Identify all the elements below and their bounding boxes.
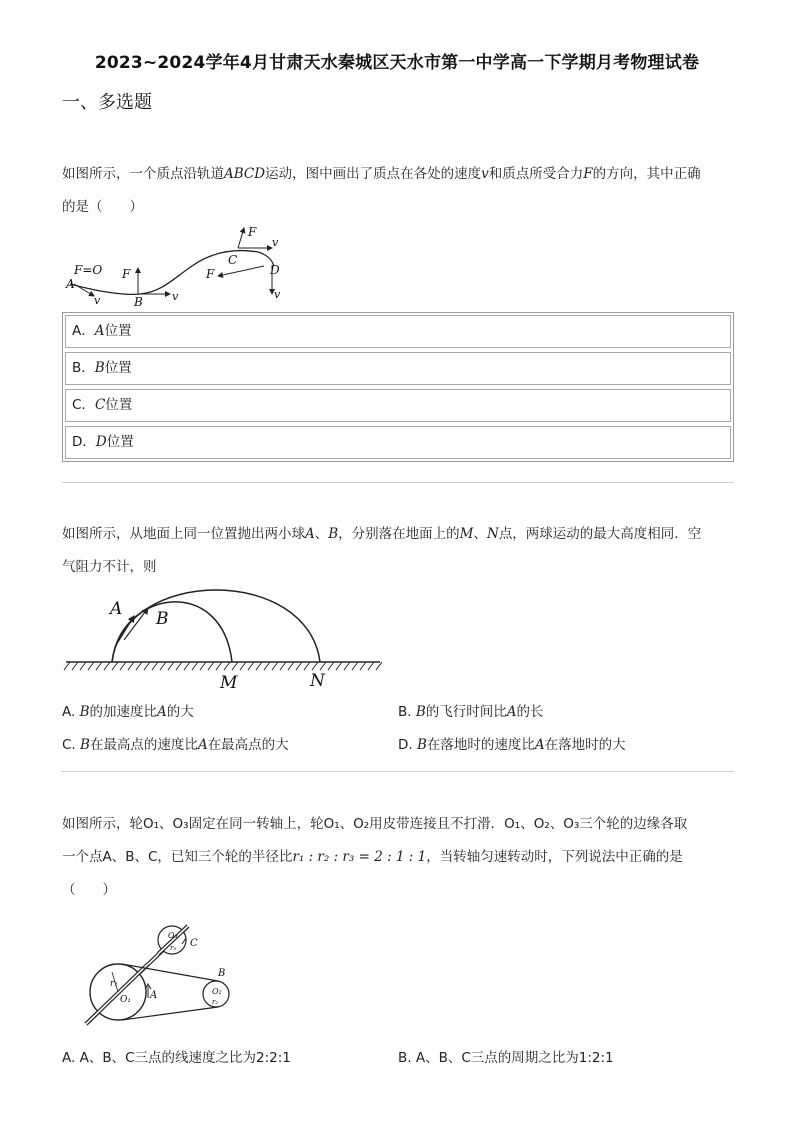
label-v-a: v	[94, 294, 101, 307]
question-3-line-3: （ ）	[62, 882, 116, 898]
divider	[62, 482, 734, 483]
option-a[interactable]: A. B的加速度比A的大	[62, 704, 194, 720]
label-v-c: v	[272, 236, 279, 249]
label-f-zero: F=O	[74, 263, 103, 277]
question-1-stem	[62, 158, 734, 224]
option-b[interactable]: B. A、B、C三点的周期之比为1:2:1	[398, 1050, 614, 1066]
label-b: B	[218, 968, 226, 979]
section-heading: 一、多选题	[62, 92, 152, 113]
option-b[interactable]: B．B位置	[65, 352, 731, 385]
question-3-line-2: 一个点A、B、C，已知三个轮的半径比r₁ : r₂ : r₃ = 2 : 1 : 1，当转轴匀速转动时，下列说法中正确的是	[62, 849, 683, 865]
label-a: A	[110, 599, 123, 619]
option-d[interactable]: D. B在落地时的速度比A在落地时的大	[398, 737, 626, 753]
question-1-figure	[62, 222, 302, 308]
label-f-d: F	[206, 267, 215, 281]
option-d[interactable]: D．D位置	[65, 426, 731, 459]
divider	[62, 771, 734, 772]
label-b: B	[134, 295, 143, 309]
question-1-line-2: 的是（ ）	[62, 199, 143, 215]
label-c: C	[228, 253, 238, 267]
label-r2: r₂	[212, 998, 219, 1006]
question-3-stem	[62, 808, 734, 907]
option-c[interactable]: C. B在最高点的速度比A在最高点的大	[62, 737, 289, 753]
option-a[interactable]: A．A位置	[65, 315, 731, 348]
label-o2: O₂	[212, 987, 222, 996]
label-v-b: v	[172, 290, 179, 303]
question-2-line-2: 气阻力不计，则	[62, 559, 157, 575]
label-n: N	[310, 671, 325, 691]
label-b: B	[156, 609, 169, 629]
label-o1: O₁	[120, 995, 131, 1005]
question-2-stem	[62, 518, 734, 584]
label-o3: O₃	[168, 931, 178, 940]
label-d: D	[270, 263, 280, 277]
option-c[interactable]: C．C位置	[65, 389, 731, 422]
label-r1: r₁	[110, 979, 118, 989]
label-a: A	[150, 990, 158, 1001]
question-3-line-1: 如图所示，轮O₁、O₃固定在同一转轴上，轮O₁、O₂用皮带连接且不打滑．O₁、O₂、O₃三个轮的边缘各取	[62, 816, 688, 832]
label-m: M	[220, 673, 238, 693]
question-1-line-1: 如图所示，一个质点沿轨道ABCD运动，图中画出了质点在各处的速度v和质点所受合力F的方向，其中正确	[62, 166, 701, 182]
label-v-d: v	[274, 288, 281, 301]
question-1-options	[62, 312, 734, 462]
label-f-c: F	[248, 225, 257, 239]
option-a[interactable]: A. A、B、C三点的线速度之比为2:2:1	[62, 1050, 291, 1066]
page-title: 2023~2024学年4月甘肃天水秦城区天水市第一中学高一下学期月考物理试卷	[94, 53, 700, 73]
label-f-b: F	[122, 267, 131, 281]
label-r3: r₃	[170, 944, 177, 952]
label-a: A	[66, 277, 75, 291]
question-2-line-1: 如图所示，从地面上同一位置抛出两小球A、B，分别落在地面上的M、N点，两球运动的最大高度相同．空	[62, 526, 702, 542]
label-c: C	[190, 938, 198, 949]
question-2-figure	[62, 580, 384, 693]
option-b[interactable]: B. B的飞行时间比A的长	[398, 704, 544, 720]
question-3-figure	[82, 918, 242, 1030]
